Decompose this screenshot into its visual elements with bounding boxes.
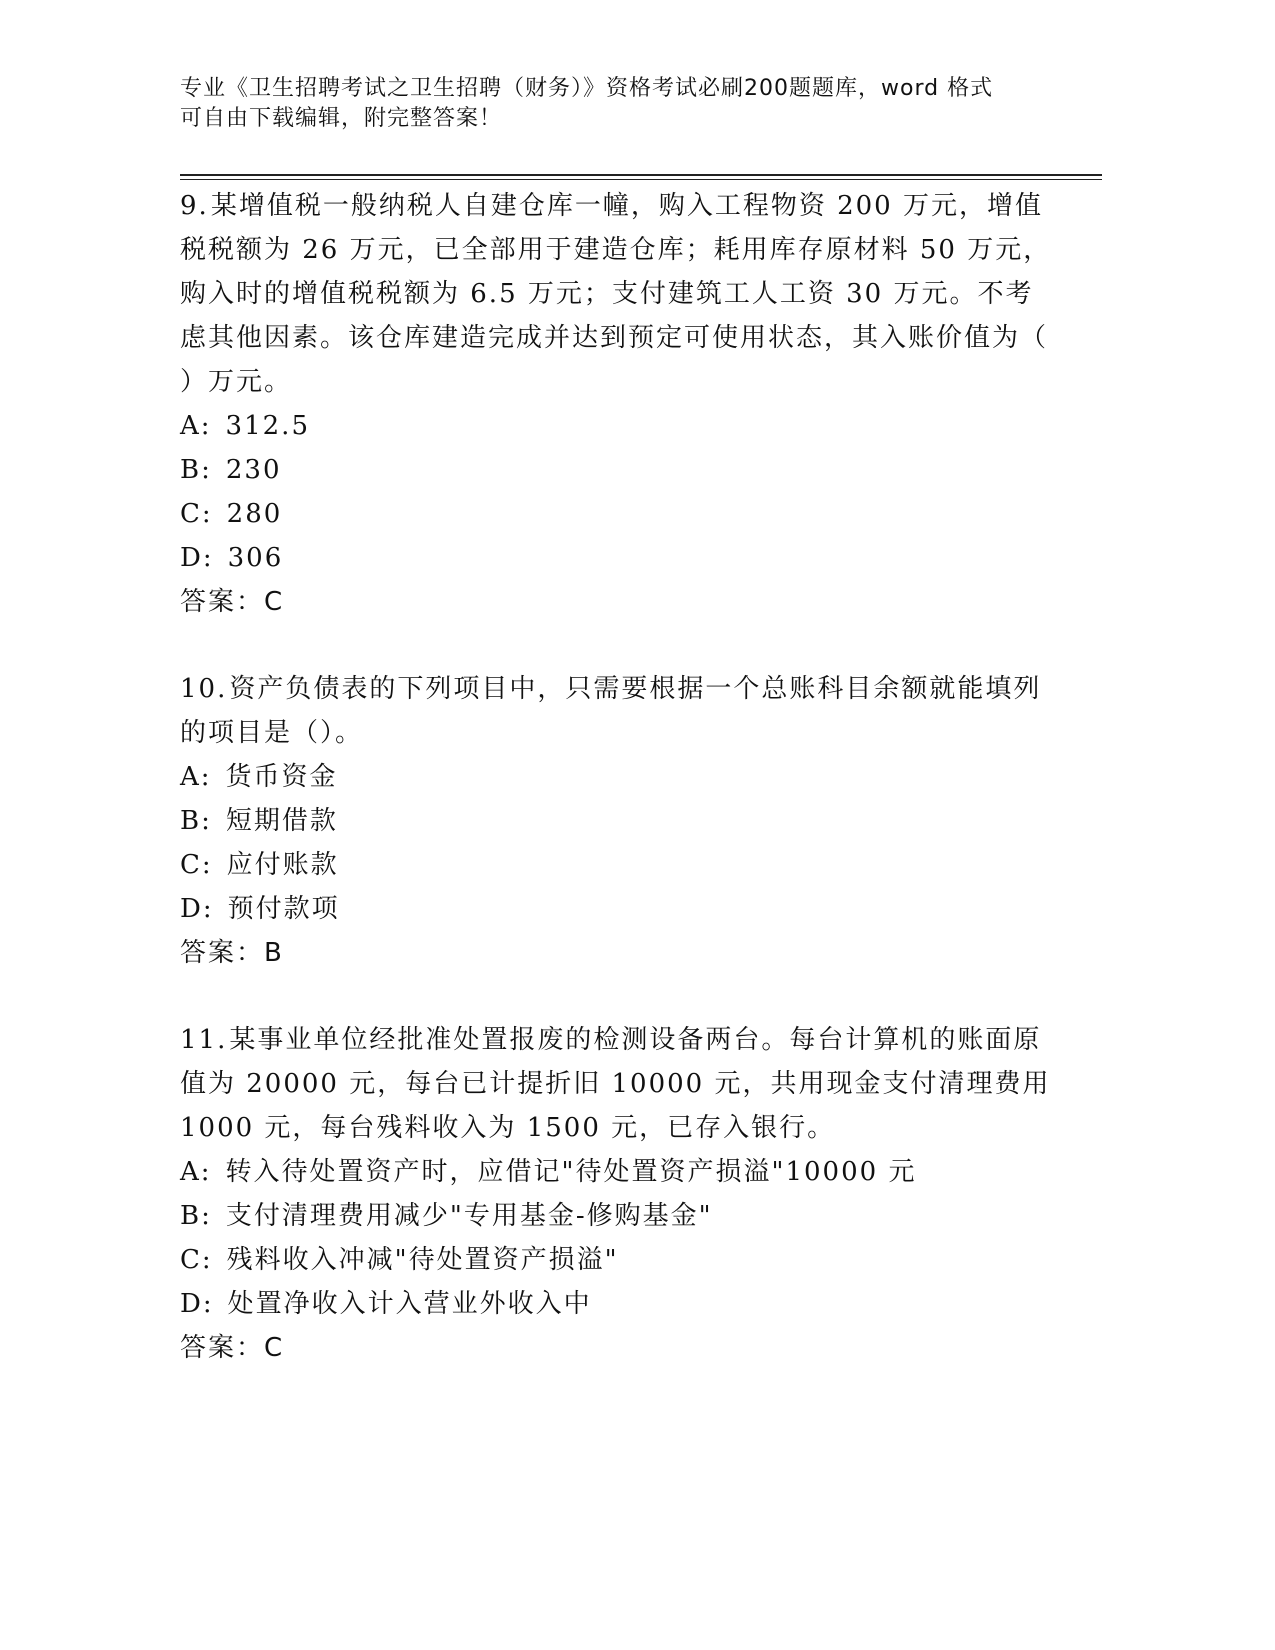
option-text: 230 xyxy=(225,455,282,485)
option-c xyxy=(180,492,1060,536)
option-b xyxy=(180,1194,1060,1238)
header-divider-thick xyxy=(180,174,1102,176)
question-11 xyxy=(180,1018,1060,1370)
option-key: D: xyxy=(180,894,214,924)
option-key: A: xyxy=(180,1157,212,1187)
question-text xyxy=(180,184,1060,404)
question-text xyxy=(180,667,1060,755)
option-key: A: xyxy=(180,762,212,792)
question-10 xyxy=(180,667,1060,975)
question-text xyxy=(180,1018,1060,1150)
option-text: 残料收入冲减"待处置资产损溢" xyxy=(226,1245,619,1275)
option-b xyxy=(180,448,1060,492)
option-key: C: xyxy=(180,1245,213,1275)
option-text: 312.5 xyxy=(225,411,310,441)
header-line-1: 专业《卫生招聘考试之卫生招聘（财务）》资格考试必刷200题题库，word 格式 xyxy=(180,76,994,101)
question-number: 11. xyxy=(180,1025,228,1055)
option-key: D: xyxy=(180,543,214,573)
option-text: 货币资金 xyxy=(225,762,338,792)
option-a xyxy=(180,1150,1060,1194)
question-number: 9. xyxy=(180,191,209,221)
option-d xyxy=(180,1282,1060,1326)
option-c xyxy=(180,843,1060,887)
option-b xyxy=(180,799,1060,843)
answer: 答案：C xyxy=(180,1333,285,1363)
header-divider-thin xyxy=(180,179,1102,180)
question-list xyxy=(180,184,1060,1370)
option-key: D: xyxy=(180,1289,214,1319)
option-text: 短期借款 xyxy=(225,806,338,836)
option-text: 处置净收入计入营业外收入中 xyxy=(227,1289,592,1319)
option-key: C: xyxy=(180,499,213,529)
answer: 答案：C xyxy=(180,587,285,617)
option-text: 306 xyxy=(227,543,284,573)
option-text: 支付清理费用减少"专用基金-修购基金" xyxy=(225,1201,713,1231)
option-text: 280 xyxy=(226,499,283,529)
option-d xyxy=(180,887,1060,931)
question-stem: 某事业单位经批准处置报废的检测设备两台。每台计算机的账面原值为 20000 元，每台已计提折旧 10000 元，共用现金支付清理费用 1000 元，每台残料收入为 1500 元，已存入银行。 xyxy=(180,1025,1051,1143)
option-key: B: xyxy=(180,455,212,485)
option-key: A: xyxy=(180,411,212,441)
option-key: C: xyxy=(180,850,213,880)
answer: 答案：B xyxy=(180,938,284,968)
option-a xyxy=(180,755,1060,799)
option-c xyxy=(180,1238,1060,1282)
option-d xyxy=(180,536,1060,580)
option-key: B: xyxy=(180,806,212,836)
document-header xyxy=(180,74,1060,134)
question-stem: 某增值税一般纳税人自建仓库一幢，购入工程物资 200 万元，增值税税额为 26 万元，已全部用于建造仓库；耗用库存原材料 50 万元，购入时的增值税税额为 6.5 万元；支付建筑工人工资 30 万元。不考虑其他因素。该仓库建造完成并达到预定可使用状态，其入账价值为（ ）万元。 xyxy=(180,191,1052,397)
header-line-2: 可自由下载编辑，附完整答案！ xyxy=(180,106,503,131)
question-9 xyxy=(180,184,1060,624)
option-key: B: xyxy=(180,1201,212,1231)
option-text: 转入待处置资产时，应借记"待处置资产损溢"10000 元 xyxy=(225,1157,917,1187)
option-a xyxy=(180,404,1060,448)
option-text: 应付账款 xyxy=(226,850,339,880)
question-stem: 资产负债表的下列项目中，只需要根据一个总账科目余额就能填列的项目是（）。 xyxy=(180,674,1042,748)
option-text: 预付款项 xyxy=(227,894,340,924)
question-number: 10. xyxy=(180,674,228,704)
